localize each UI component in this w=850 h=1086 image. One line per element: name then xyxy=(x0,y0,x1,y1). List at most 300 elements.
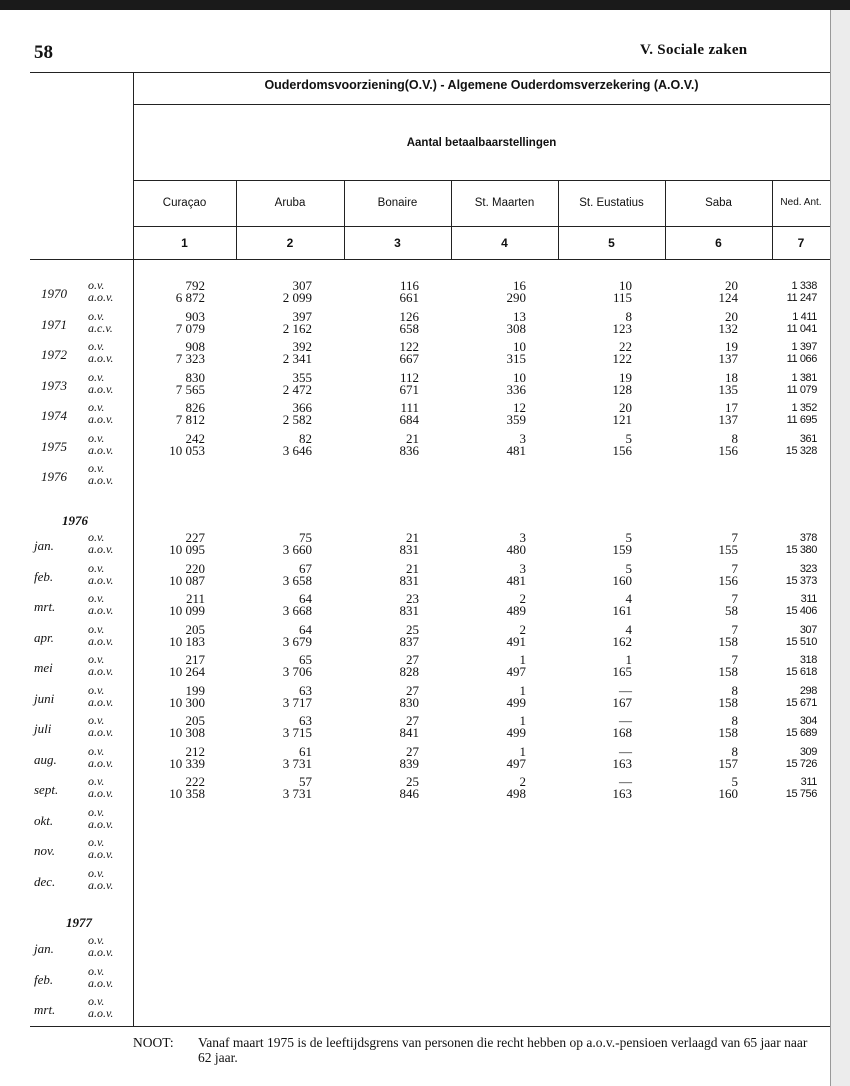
table-cell: 111 xyxy=(400,400,419,415)
table-cell: 58 xyxy=(725,603,738,618)
table-cell: 2 099 xyxy=(282,290,312,305)
table-cell: 480 xyxy=(506,542,526,557)
table-cell: 903 xyxy=(185,308,205,324)
table-cell: 4 xyxy=(625,591,632,606)
table-cell: 671 xyxy=(399,381,419,397)
table-cell: — xyxy=(619,774,632,789)
table-cell: 481 xyxy=(506,572,526,588)
table-cell: 220 xyxy=(185,560,205,576)
table-cell: 25 xyxy=(406,774,419,789)
table-cell: 1 xyxy=(519,652,526,667)
column-number: 2 xyxy=(286,236,294,250)
table-cell: 5 xyxy=(731,774,738,789)
month-label: okt. xyxy=(34,812,54,828)
table-cell: 3 xyxy=(519,430,526,446)
year-label: 1976 xyxy=(41,469,67,484)
table-cell: 1 xyxy=(519,713,526,728)
table-cell: 828 xyxy=(399,664,419,679)
table-subheader: Aantal betaalbaarstellingen xyxy=(406,137,557,149)
table-cell: 1 397 xyxy=(791,341,817,353)
table-cell: 318 xyxy=(799,654,817,666)
table-cell: 160 xyxy=(612,572,632,588)
table-cell: — xyxy=(619,743,632,759)
table-cell: 667 xyxy=(399,351,419,366)
row-type-label: a.o.v. xyxy=(88,473,114,487)
year-label: 1971 xyxy=(41,316,67,332)
table-cell: 126 xyxy=(399,308,419,324)
table-cell: 21 xyxy=(406,530,419,545)
table-cell: 336 xyxy=(506,381,526,397)
row-type-label: o.v. xyxy=(88,278,105,292)
table-cell: 661 xyxy=(399,290,419,305)
month-label: juli xyxy=(34,721,52,736)
table-cell: 20 xyxy=(725,278,738,293)
table-cell: 1 352 xyxy=(791,402,817,414)
row-type-label: a.o.v. xyxy=(88,351,114,365)
table-bottom-rule xyxy=(30,1026,830,1027)
table-cell: 205 xyxy=(185,621,205,637)
table-cell: 378 xyxy=(799,532,817,544)
table-cell: — xyxy=(619,713,632,728)
table-cell: 17 xyxy=(725,400,738,415)
year-label: 1973 xyxy=(41,377,67,393)
table-cell: 2 162 xyxy=(282,320,312,336)
column-header-aruba: Aruba xyxy=(274,197,306,209)
month-label: mrt. xyxy=(34,1002,56,1017)
table-cell: 15 689 xyxy=(785,727,817,739)
table-cell: 156 xyxy=(718,442,738,458)
table-cell: 307 xyxy=(799,623,817,636)
table-cell: 2 582 xyxy=(282,412,312,427)
table-cell: 167 xyxy=(612,694,632,710)
table-cell: 3 646 xyxy=(282,442,312,458)
month-label: dec. xyxy=(34,873,56,889)
month-label: apr. xyxy=(34,629,54,645)
table-cell: 359 xyxy=(506,412,526,427)
row-type-label: o.v. xyxy=(88,400,105,414)
table-cell: 20 xyxy=(725,308,738,324)
table-cell: 11 041 xyxy=(786,322,817,335)
table-cell: 2 xyxy=(519,774,526,789)
table-cell: 839 xyxy=(399,755,419,771)
table-cell: 8 xyxy=(731,430,738,446)
row-type-label: o.v. xyxy=(88,560,105,575)
row-type-label: a.o.v. xyxy=(88,412,114,426)
table-cell: 165 xyxy=(612,664,632,679)
table-cell: 7 xyxy=(731,621,738,637)
table-cell: 1 411 xyxy=(792,310,817,323)
table-cell: 132 xyxy=(718,320,738,336)
table-cell: 10 300 xyxy=(169,694,205,710)
table-cell: 21 xyxy=(406,560,419,576)
table-cell: 158 xyxy=(718,633,738,649)
table-cell: 10 308 xyxy=(169,725,205,740)
table-cell: 67 xyxy=(299,560,312,576)
table-cell: 7 xyxy=(731,591,738,606)
table-cell: 8 xyxy=(731,713,738,728)
row-type-label: o.v. xyxy=(88,804,105,819)
table-cell: 499 xyxy=(506,725,526,740)
table-cell: 205 xyxy=(185,713,205,728)
row-type-label: o.v. xyxy=(88,774,105,788)
table-cell: 25 xyxy=(406,621,419,637)
table-top-rule xyxy=(30,72,830,73)
month-label: jan. xyxy=(34,941,54,956)
column-number: 7 xyxy=(797,236,805,250)
table-cell: 10 183 xyxy=(169,633,205,649)
table-cell: 160 xyxy=(718,786,738,801)
table-cell: 497 xyxy=(506,755,526,771)
title-rule xyxy=(133,104,830,105)
column-header-bonaire: Bonaire xyxy=(377,197,418,209)
table-cell: 11 247 xyxy=(786,292,817,304)
table-cell: 27 xyxy=(406,713,419,728)
row-type-label: o.v. xyxy=(88,621,105,636)
table-cell: 2 472 xyxy=(282,381,312,397)
table-cell: 163 xyxy=(612,786,632,801)
table-cell: 3 731 xyxy=(282,755,312,771)
month-label: juni xyxy=(34,690,55,706)
table-cell: 10 264 xyxy=(169,664,205,679)
row-type-label: a.o.v. xyxy=(88,755,114,770)
column-number: 1 xyxy=(181,236,188,250)
table-cell: 1 xyxy=(519,743,526,759)
row-type-label: o.v. xyxy=(88,933,105,947)
table-cell: 397 xyxy=(292,308,312,324)
row-type-label: a.c.v. xyxy=(88,320,113,335)
table-cell: 63 xyxy=(299,682,312,698)
table-cell: 15 510 xyxy=(785,635,817,648)
row-type-label: o.v. xyxy=(88,369,105,384)
table-cell: 116 xyxy=(399,278,419,293)
table-cell: 298 xyxy=(799,684,817,697)
table-cell: 168 xyxy=(612,725,632,740)
table-cell: 15 406 xyxy=(785,605,817,617)
table-cell: 8 xyxy=(625,308,632,324)
table-cell: 8 xyxy=(731,682,738,698)
table-cell: 15 671 xyxy=(785,696,817,709)
table-cell: 10 xyxy=(619,278,632,293)
row-type-label: o.v. xyxy=(88,682,105,697)
table-cell: 499 xyxy=(506,694,526,710)
table-cell: 2 xyxy=(519,591,526,606)
table-cell: 2 341 xyxy=(282,351,312,366)
table-cell: 27 xyxy=(406,682,419,698)
row-type-label: a.o.v. xyxy=(88,442,114,457)
table-cell: — xyxy=(619,682,632,698)
table-cell: 10 099 xyxy=(169,603,205,618)
year-label: 1972 xyxy=(41,347,67,362)
table-cell: 10 xyxy=(513,369,526,385)
row-type-label: a.o.v. xyxy=(88,877,114,892)
table-cell: 65 xyxy=(299,652,312,667)
table-cell: 489 xyxy=(506,603,526,618)
column-number: 4 xyxy=(501,236,508,250)
row-type-label: o.v. xyxy=(88,308,105,323)
column-header-rule xyxy=(133,226,830,227)
table-cell: 5 xyxy=(625,430,632,446)
table-cell: 27 xyxy=(406,743,419,759)
table-cell: 137 xyxy=(718,412,738,427)
table-cell: 156 xyxy=(612,442,632,458)
table-cell: 3 660 xyxy=(282,542,312,557)
adjacent-page-edge xyxy=(830,10,850,1086)
row-type-label: o.v. xyxy=(88,713,105,727)
column-header-saba: Saba xyxy=(705,197,732,209)
month-label: mrt. xyxy=(34,599,56,614)
table-cell: 7 xyxy=(731,652,738,667)
month-label: jan. xyxy=(34,538,54,553)
table-cell: 826 xyxy=(185,400,205,415)
row-type-label: a.o.v. xyxy=(88,664,114,678)
table-cell: 481 xyxy=(506,442,526,458)
table-cell: 75 xyxy=(299,530,312,545)
table-cell: 2 xyxy=(519,621,526,637)
table-cell: 3 xyxy=(519,560,526,576)
subheader-rule xyxy=(133,180,830,181)
year-label: 1974 xyxy=(41,408,67,423)
row-type-label: o.v. xyxy=(88,591,105,605)
table-cell: 162 xyxy=(612,633,632,649)
row-type-label: o.v. xyxy=(88,461,105,475)
table-cell: 836 xyxy=(399,442,419,458)
table-cell: 159 xyxy=(612,542,632,557)
table-cell: 7 079 xyxy=(175,320,205,336)
table-cell: 831 xyxy=(399,542,419,557)
table-cell: 491 xyxy=(506,633,526,649)
row-type-label: a.o.v. xyxy=(88,542,114,556)
table-cell: 830 xyxy=(185,369,205,385)
table-cell: 61 xyxy=(299,743,312,759)
table-cell: 684 xyxy=(399,412,419,427)
row-type-label: a.o.v. xyxy=(88,847,114,861)
table-cell: 10 087 xyxy=(169,572,205,588)
table-cell: 199 xyxy=(185,682,205,698)
table-cell: 163 xyxy=(612,755,632,771)
table-cell: 908 xyxy=(185,339,205,354)
row-type-label: o.v. xyxy=(88,963,105,978)
table-cell: 10 053 xyxy=(169,442,205,458)
table-cell: 157 xyxy=(718,755,738,771)
table-cell: 3 706 xyxy=(282,664,312,679)
row-type-label: a.o.v. xyxy=(88,1006,114,1020)
table-cell: 6 872 xyxy=(175,290,205,305)
table-cell: 7 xyxy=(731,560,738,576)
table-cell: 27 xyxy=(406,652,419,667)
row-type-label: a.o.v. xyxy=(88,816,114,831)
table-cell: 3 668 xyxy=(282,603,312,618)
table-cell: 3 xyxy=(519,530,526,545)
table-cell: 15 726 xyxy=(785,757,817,770)
column-number: 6 xyxy=(715,236,722,250)
table-cell: 11 079 xyxy=(786,383,817,396)
table-cell: 830 xyxy=(399,694,419,710)
table-cell: 11 695 xyxy=(786,414,817,426)
row-type-label: o.v. xyxy=(88,530,105,544)
table-cell: 366 xyxy=(292,400,312,415)
column-header-st-eustatius: St. Eustatius xyxy=(579,197,644,209)
table-cell: 7 323 xyxy=(175,351,205,366)
row-type-label: o.v. xyxy=(88,339,105,353)
table-cell: 13 xyxy=(513,308,526,324)
row-type-label: o.v. xyxy=(88,430,105,445)
table-cell: 212 xyxy=(185,743,205,759)
section-title: V. Sociale zaken xyxy=(640,42,748,58)
table-cell: 112 xyxy=(399,369,419,385)
table-cell: 20 xyxy=(619,400,632,415)
table-cell: 831 xyxy=(399,603,419,618)
table-cell: 10 358 xyxy=(169,786,205,801)
row-type-label: a.o.v. xyxy=(88,572,114,587)
table-cell: 5 xyxy=(625,530,632,545)
table-cell: 307 xyxy=(292,278,312,293)
table-cell: 3 715 xyxy=(282,725,312,740)
table-cell: 23 xyxy=(406,591,419,606)
table-cell: 392 xyxy=(292,339,312,354)
table-cell: 158 xyxy=(718,694,738,710)
table-cell: 137 xyxy=(718,351,738,366)
table-cell: 82 xyxy=(299,430,312,446)
table-cell: 15 328 xyxy=(785,444,817,457)
table-cell: 121 xyxy=(612,412,632,427)
table-cell: 115 xyxy=(612,290,632,305)
table-cell: 16 xyxy=(513,278,526,293)
row-type-label: o.v. xyxy=(88,994,105,1008)
column-number: 3 xyxy=(394,236,401,250)
table-cell: 242 xyxy=(185,430,205,446)
row-type-label: o.v. xyxy=(88,865,105,880)
row-type-label: a.o.v. xyxy=(88,725,114,739)
table-cell: 3 679 xyxy=(282,633,312,649)
table-cell: 217 xyxy=(185,652,205,667)
table-cell: 1 338 xyxy=(791,280,817,292)
table-cell: 3 717 xyxy=(282,694,312,710)
note-text: Vanaf maart 1975 is de leeftijdsgrens van personen die recht hebben op a.o.v.-pensioen verlaagd van 65 jaar naar 62 jaar. xyxy=(198,1035,808,1065)
table-cell: 10 xyxy=(513,339,526,354)
table-cell: 15 373 xyxy=(785,574,817,587)
month-label: nov. xyxy=(34,843,56,858)
table-cell: 7 565 xyxy=(175,381,205,397)
table-cell: 841 xyxy=(399,725,419,740)
column-header-st-maarten: St. Maarten xyxy=(474,197,535,209)
column-header-curacao: Curaçao xyxy=(162,197,207,209)
row-type-label: o.v. xyxy=(88,835,105,849)
table-cell: 315 xyxy=(506,351,526,366)
table-cell: 12 xyxy=(513,400,526,415)
row-type-label: a.o.v. xyxy=(88,381,114,396)
table-cell: 7 xyxy=(731,530,738,545)
table-cell: 3 658 xyxy=(282,572,312,588)
table-cell: 497 xyxy=(506,664,526,679)
table-cell: 124 xyxy=(718,290,738,305)
table-cell: 8 xyxy=(731,743,738,759)
row-type-label: a.o.v. xyxy=(88,290,114,304)
table-cell: 311 xyxy=(800,776,817,788)
table-cell: 135 xyxy=(718,381,738,397)
year-heading-1977: 1977 xyxy=(66,915,92,930)
table-cell: 309 xyxy=(799,745,817,758)
table-cell: 1 381 xyxy=(791,371,817,384)
table-cell: 290 xyxy=(506,290,526,305)
table-cell: 15 756 xyxy=(785,788,817,800)
table-cell: 21 xyxy=(406,430,419,446)
table-cell: 128 xyxy=(612,381,632,397)
row-type-label: a.o.v. xyxy=(88,786,114,800)
table-cell: 122 xyxy=(399,339,419,354)
table-cell: 15 380 xyxy=(785,544,817,556)
year-label: 1975 xyxy=(41,438,67,454)
row-type-label: a.o.v. xyxy=(88,975,114,990)
table-cell: 1 xyxy=(625,652,632,667)
month-label: aug. xyxy=(34,751,57,767)
table-cell: 211 xyxy=(185,591,205,606)
table-cell: 15 618 xyxy=(785,666,817,678)
table-cell: 323 xyxy=(799,562,817,575)
year-label: 1970 xyxy=(41,286,67,301)
table-cell: 10 339 xyxy=(169,755,205,771)
row-type-label: a.o.v. xyxy=(88,603,114,617)
table-cell: 156 xyxy=(718,572,738,588)
table-cell: 22 xyxy=(619,339,632,354)
year-heading-1976: 1976 xyxy=(62,513,88,528)
table-cell: 311 xyxy=(800,593,817,605)
table-cell: 158 xyxy=(718,664,738,679)
table-cell: 304 xyxy=(799,715,817,727)
note-label: NOOT: xyxy=(133,1035,174,1050)
table-cell: 19 xyxy=(725,339,738,354)
scan-top-border xyxy=(0,0,850,10)
column-header-ned-ant: Ned. Ant. xyxy=(780,197,822,208)
row-type-label: o.v. xyxy=(88,652,105,666)
row-type-label: a.o.v. xyxy=(88,633,114,648)
page-number: 58 xyxy=(34,42,53,63)
table-cell: 63 xyxy=(299,713,312,728)
table-cell: 11 066 xyxy=(786,353,817,365)
table-cell: 18 xyxy=(725,369,738,385)
month-label: feb. xyxy=(34,568,54,584)
table-cell: 4 xyxy=(625,621,632,637)
month-label: feb. xyxy=(34,971,54,987)
column-number: 5 xyxy=(608,236,615,250)
table-cell: 792 xyxy=(185,278,205,293)
row-type-label: a.o.v. xyxy=(88,945,114,959)
table-cell: 1 xyxy=(519,682,526,698)
table-cell: 308 xyxy=(506,320,526,336)
month-label: sept. xyxy=(34,782,59,797)
table-cell: 3 731 xyxy=(282,786,312,801)
table-cell: 658 xyxy=(399,320,419,336)
header-bottom-rule xyxy=(30,259,830,260)
row-type-label: a.o.v. xyxy=(88,694,114,709)
table-cell: 57 xyxy=(299,774,312,789)
table-cell: 222 xyxy=(185,774,205,789)
table-cell: 837 xyxy=(399,633,419,649)
table-cell: 155 xyxy=(718,542,738,557)
table-cell: 498 xyxy=(506,786,526,801)
table-cell: 361 xyxy=(799,432,817,445)
table-cell: 227 xyxy=(185,530,205,545)
table-cell: 123 xyxy=(612,320,632,336)
table-cell: 122 xyxy=(612,351,632,366)
table-cell: 846 xyxy=(399,786,419,801)
table-cell: 10 095 xyxy=(169,542,205,557)
table-cell: 158 xyxy=(718,725,738,740)
table-cell: 64 xyxy=(299,621,312,637)
table-cell: 831 xyxy=(399,572,419,588)
month-label: mei xyxy=(34,660,53,675)
row-type-label: o.v. xyxy=(88,743,105,758)
table-cell: 19 xyxy=(619,369,632,385)
